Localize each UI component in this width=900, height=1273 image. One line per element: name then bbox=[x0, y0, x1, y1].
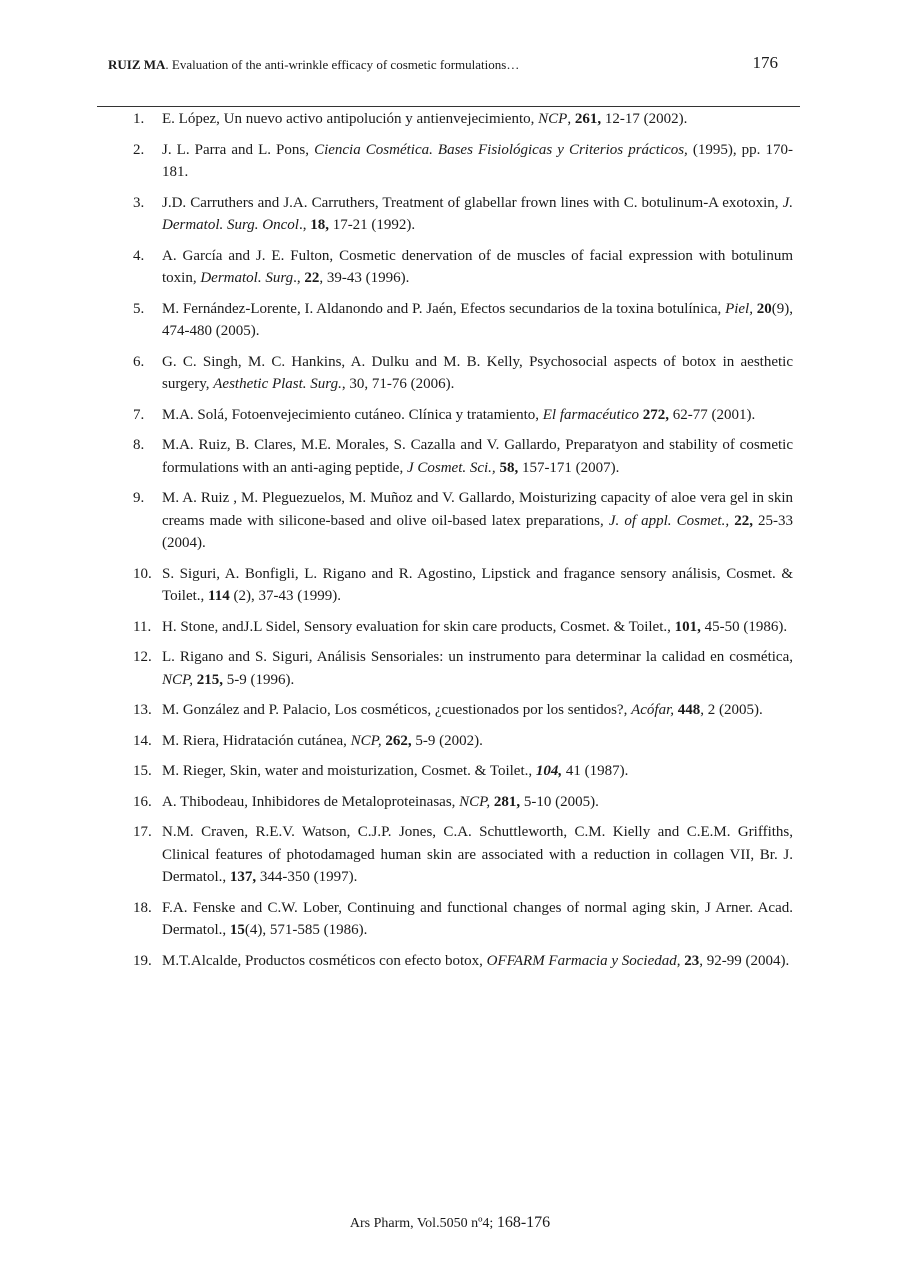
reference-text: L. Rigano and S. Siguri, Análisis Sensoriales: un instrumento para determinar la calidad en cosmética, bbox=[162, 649, 793, 665]
reference-list bbox=[0, 108, 900, 980]
reference-text: 262, bbox=[385, 732, 412, 749]
reference-item bbox=[0, 563, 900, 608]
reference-text: E. López, Un nuevo activo antipolución y antienvejecimiento, bbox=[162, 111, 539, 127]
reference-number: 13. bbox=[133, 702, 152, 718]
reference-text: 62-77 (2001). bbox=[668, 406, 756, 423]
reference-number: 12. bbox=[133, 649, 152, 665]
reference-text: M. González and P. Palacio, Los cosméticos, ¿cuestionados por los sentidos?, bbox=[162, 702, 632, 718]
reference-item bbox=[0, 821, 900, 889]
header-title: . Evaluation of the anti-wrinkle efficacy of cosmetic formulations… bbox=[165, 57, 520, 72]
reference-text: 114 bbox=[208, 588, 230, 604]
reference-text: NCP, bbox=[162, 671, 193, 688]
reference-text: 18, bbox=[310, 217, 329, 233]
reference-text: 261, bbox=[574, 111, 602, 127]
reference-text: 20 bbox=[756, 300, 772, 317]
footer-journal: Ars Pharm, Vol. bbox=[349, 1216, 440, 1231]
reference-text: 344-350 (1997). bbox=[256, 869, 358, 885]
reference-text: 215, bbox=[196, 671, 223, 688]
reference-text: , 30, 71-76 (2006). bbox=[341, 376, 455, 392]
footer-pages: 168-176 bbox=[496, 1214, 551, 1231]
footer-issue: nº4; bbox=[467, 1216, 497, 1231]
page-footer bbox=[0, 1214, 900, 1232]
reference-text: F.A. Fenske and C.W. Lober, Continuing and functional changes of normal aging skin, J Arner. Acad. Dermatol., bbox=[162, 899, 793, 938]
reference-number: 9. bbox=[133, 490, 145, 506]
reference-item bbox=[0, 730, 900, 753]
reference-number: 4. bbox=[133, 247, 145, 264]
reference-item bbox=[0, 897, 900, 942]
reference-text: 5-9 (2002). bbox=[411, 732, 483, 749]
reference-text: 5-10 (2005). bbox=[520, 793, 599, 810]
reference-item bbox=[0, 434, 900, 479]
reference-text: 22, bbox=[734, 512, 753, 529]
reference-item bbox=[0, 950, 900, 973]
reference-text: 157-171 (2007). bbox=[518, 459, 620, 476]
reference-text: (1995), pp. 170-181. bbox=[162, 141, 793, 180]
reference-text: 15 bbox=[229, 922, 245, 938]
reference-number: 3. bbox=[133, 194, 145, 211]
footer-volume: 5050 bbox=[439, 1216, 468, 1231]
reference-text: M. Fernández-Lorente, I. Aldanondo and P. Jaén, Efectos secundarios de la toxina botulínica, bbox=[162, 300, 726, 317]
reference-item bbox=[0, 245, 900, 290]
reference-number: 17. bbox=[133, 824, 152, 840]
reference-item bbox=[0, 699, 900, 722]
reference-item bbox=[0, 351, 900, 396]
reference-number: 5. bbox=[133, 300, 145, 317]
reference-text: M. A. Ruiz , M. Pleguezuelos, M. Muñoz and V. Gallardo, Moisturizing capacity of aloe vera gel in skin creams made with silicone-based and olive oil-based latex preparations, bbox=[162, 490, 793, 529]
reference-item bbox=[0, 404, 900, 427]
header-rule bbox=[97, 106, 800, 107]
reference-text: M.A. Ruiz, B. Clares, M.E. Morales, S. Cazalla and V. Gallardo, Preparatyon and stability of cosmetic formulations with an anti-aging peptide, bbox=[162, 437, 793, 476]
reference-text: 101, bbox=[674, 618, 701, 635]
reference-text: G. C. Singh, M. C. Hankins, A. Dulku and M. B. Kelly, Psychosocial aspects of botox in aesthetic surgery, bbox=[162, 353, 793, 392]
page-number: 176 bbox=[752, 53, 778, 72]
reference-text: 272, bbox=[642, 406, 669, 423]
header-author: RUIZ MA bbox=[108, 57, 166, 72]
reference-text: 104, bbox=[535, 763, 563, 779]
reference-text: (4), 571-585 (1986). bbox=[244, 922, 368, 938]
reference-item bbox=[0, 298, 900, 343]
reference-text: 41 (1987). bbox=[562, 763, 629, 779]
reference-text: NCP, bbox=[459, 793, 491, 810]
reference-number: 2. bbox=[133, 141, 145, 158]
reference-text: El farmacéutico bbox=[542, 406, 639, 423]
reference-number: 1. bbox=[133, 111, 145, 127]
reference-text: M.A. Solá, Fotoenvejecimiento cutáneo. Clínica y tratamiento, bbox=[162, 406, 543, 423]
reference-text: 12-17 (2002). bbox=[601, 111, 688, 127]
reference-text: ., bbox=[293, 270, 305, 286]
reference-text: M.T.Alcalde, Productos cosméticos con efecto botox, bbox=[162, 952, 487, 969]
reference-text: , 2 (2005). bbox=[700, 702, 763, 718]
reference-text: J. of appl. Cosmet., bbox=[608, 512, 730, 529]
reference-text: NCP, bbox=[350, 732, 382, 749]
reference-item bbox=[0, 139, 900, 184]
reference-text: Acófar, bbox=[631, 702, 674, 718]
reference-text: , Dermatol. Surg bbox=[192, 270, 294, 286]
reference-item bbox=[0, 108, 900, 131]
reference-number: 16. bbox=[133, 793, 152, 810]
reference-text: A. Thibodeau, Inhibidores de Metaloproteinasas, bbox=[162, 793, 460, 810]
reference-text: Piel, bbox=[725, 300, 753, 317]
reference-text: , 92-99 (2004). bbox=[699, 952, 790, 969]
reference-text: , 39-43 (1996). bbox=[319, 270, 410, 286]
reference-text: 23 bbox=[684, 952, 700, 969]
running-header bbox=[108, 53, 798, 79]
reference-text: M. Riera, Hidratación cutánea, bbox=[162, 732, 351, 749]
reference-text: N.M. Craven, R.E.V. Watson, C.J.P. Jones, C.A. Schuttleworth, C.M. Kielly and C.E.M. Griffiths, Clinical features of photodamaged human skin are associated with a reduction in collagen VII, Br. J. Dermatol., bbox=[162, 824, 793, 885]
reference-number: 7. bbox=[133, 406, 145, 423]
reference-item bbox=[0, 192, 900, 237]
reference-text: 5-9 (1996). bbox=[223, 671, 295, 688]
reference-text: J. L. Parra and L. Pons, bbox=[162, 141, 315, 158]
reference-text: 281, bbox=[493, 793, 521, 810]
reference-text: ., bbox=[298, 217, 311, 233]
reference-item bbox=[0, 616, 900, 639]
reference-text: J Cosmet. Sci., bbox=[406, 459, 496, 476]
reference-text: Aesthetic Plast. Surg. bbox=[213, 376, 342, 392]
reference-text: NCP bbox=[538, 111, 568, 127]
reference-item bbox=[0, 646, 900, 691]
reference-number: 8. bbox=[133, 437, 145, 453]
reference-text: H. Stone, andJ.L Sidel, Sensory evaluation for skin care products, Cosmet. & Toilet., bbox=[162, 618, 675, 635]
reference-text: 45-50 (1986). bbox=[700, 618, 788, 635]
reference-text: 448 bbox=[677, 702, 701, 718]
reference-number: 11. bbox=[133, 618, 152, 635]
reference-text: OFFARM Farmacia y Sociedad bbox=[486, 952, 677, 969]
reference-text: S. Siguri, A. Bonfigli, L. Rigano and R. Agostino, Lipstick and fragance sensory análisis, Cosmet. & Toilet., bbox=[162, 565, 793, 604]
reference-text: , bbox=[567, 111, 575, 127]
reference-text: J. Dermatol. Surg. Oncol bbox=[162, 194, 793, 233]
reference-number: 19. bbox=[133, 952, 152, 969]
reference-text: Ciencia Cosmética. Bases Fisiológicas y Criterios prácticos, bbox=[314, 141, 688, 158]
reference-item bbox=[0, 791, 900, 814]
reference-text: 17-21 (1992). bbox=[328, 217, 416, 233]
reference-item bbox=[0, 760, 900, 783]
reference-text: , bbox=[676, 952, 685, 969]
reference-number: 10. bbox=[133, 565, 152, 582]
reference-number: 15. bbox=[133, 763, 152, 779]
reference-text: J.D. Carruthers and J.A. Carruthers, Treatment of glabellar frown lines with C. botulinum-A exotoxin, bbox=[162, 194, 783, 211]
reference-item bbox=[0, 487, 900, 555]
reference-number: 14. bbox=[133, 732, 152, 749]
reference-number: 6. bbox=[133, 353, 145, 370]
reference-text: 22 bbox=[304, 270, 320, 286]
reference-text: 137, bbox=[229, 869, 257, 885]
reference-text: A. García and J. E. Fulton, Cosmetic denervation of de muscles of facial expression with botulinum toxin bbox=[162, 247, 793, 286]
reference-text: (2), 37-43 (1999). bbox=[229, 588, 341, 604]
reference-number: 18. bbox=[133, 899, 152, 916]
reference-text: 25-33 (2004). bbox=[162, 512, 794, 551]
reference-text: 58, bbox=[499, 459, 519, 476]
reference-text: (9), 474-480 (2005). bbox=[162, 300, 793, 339]
reference-text: M. Rieger, Skin, water and moisturization, Cosmet. & Toilet., bbox=[162, 763, 536, 779]
